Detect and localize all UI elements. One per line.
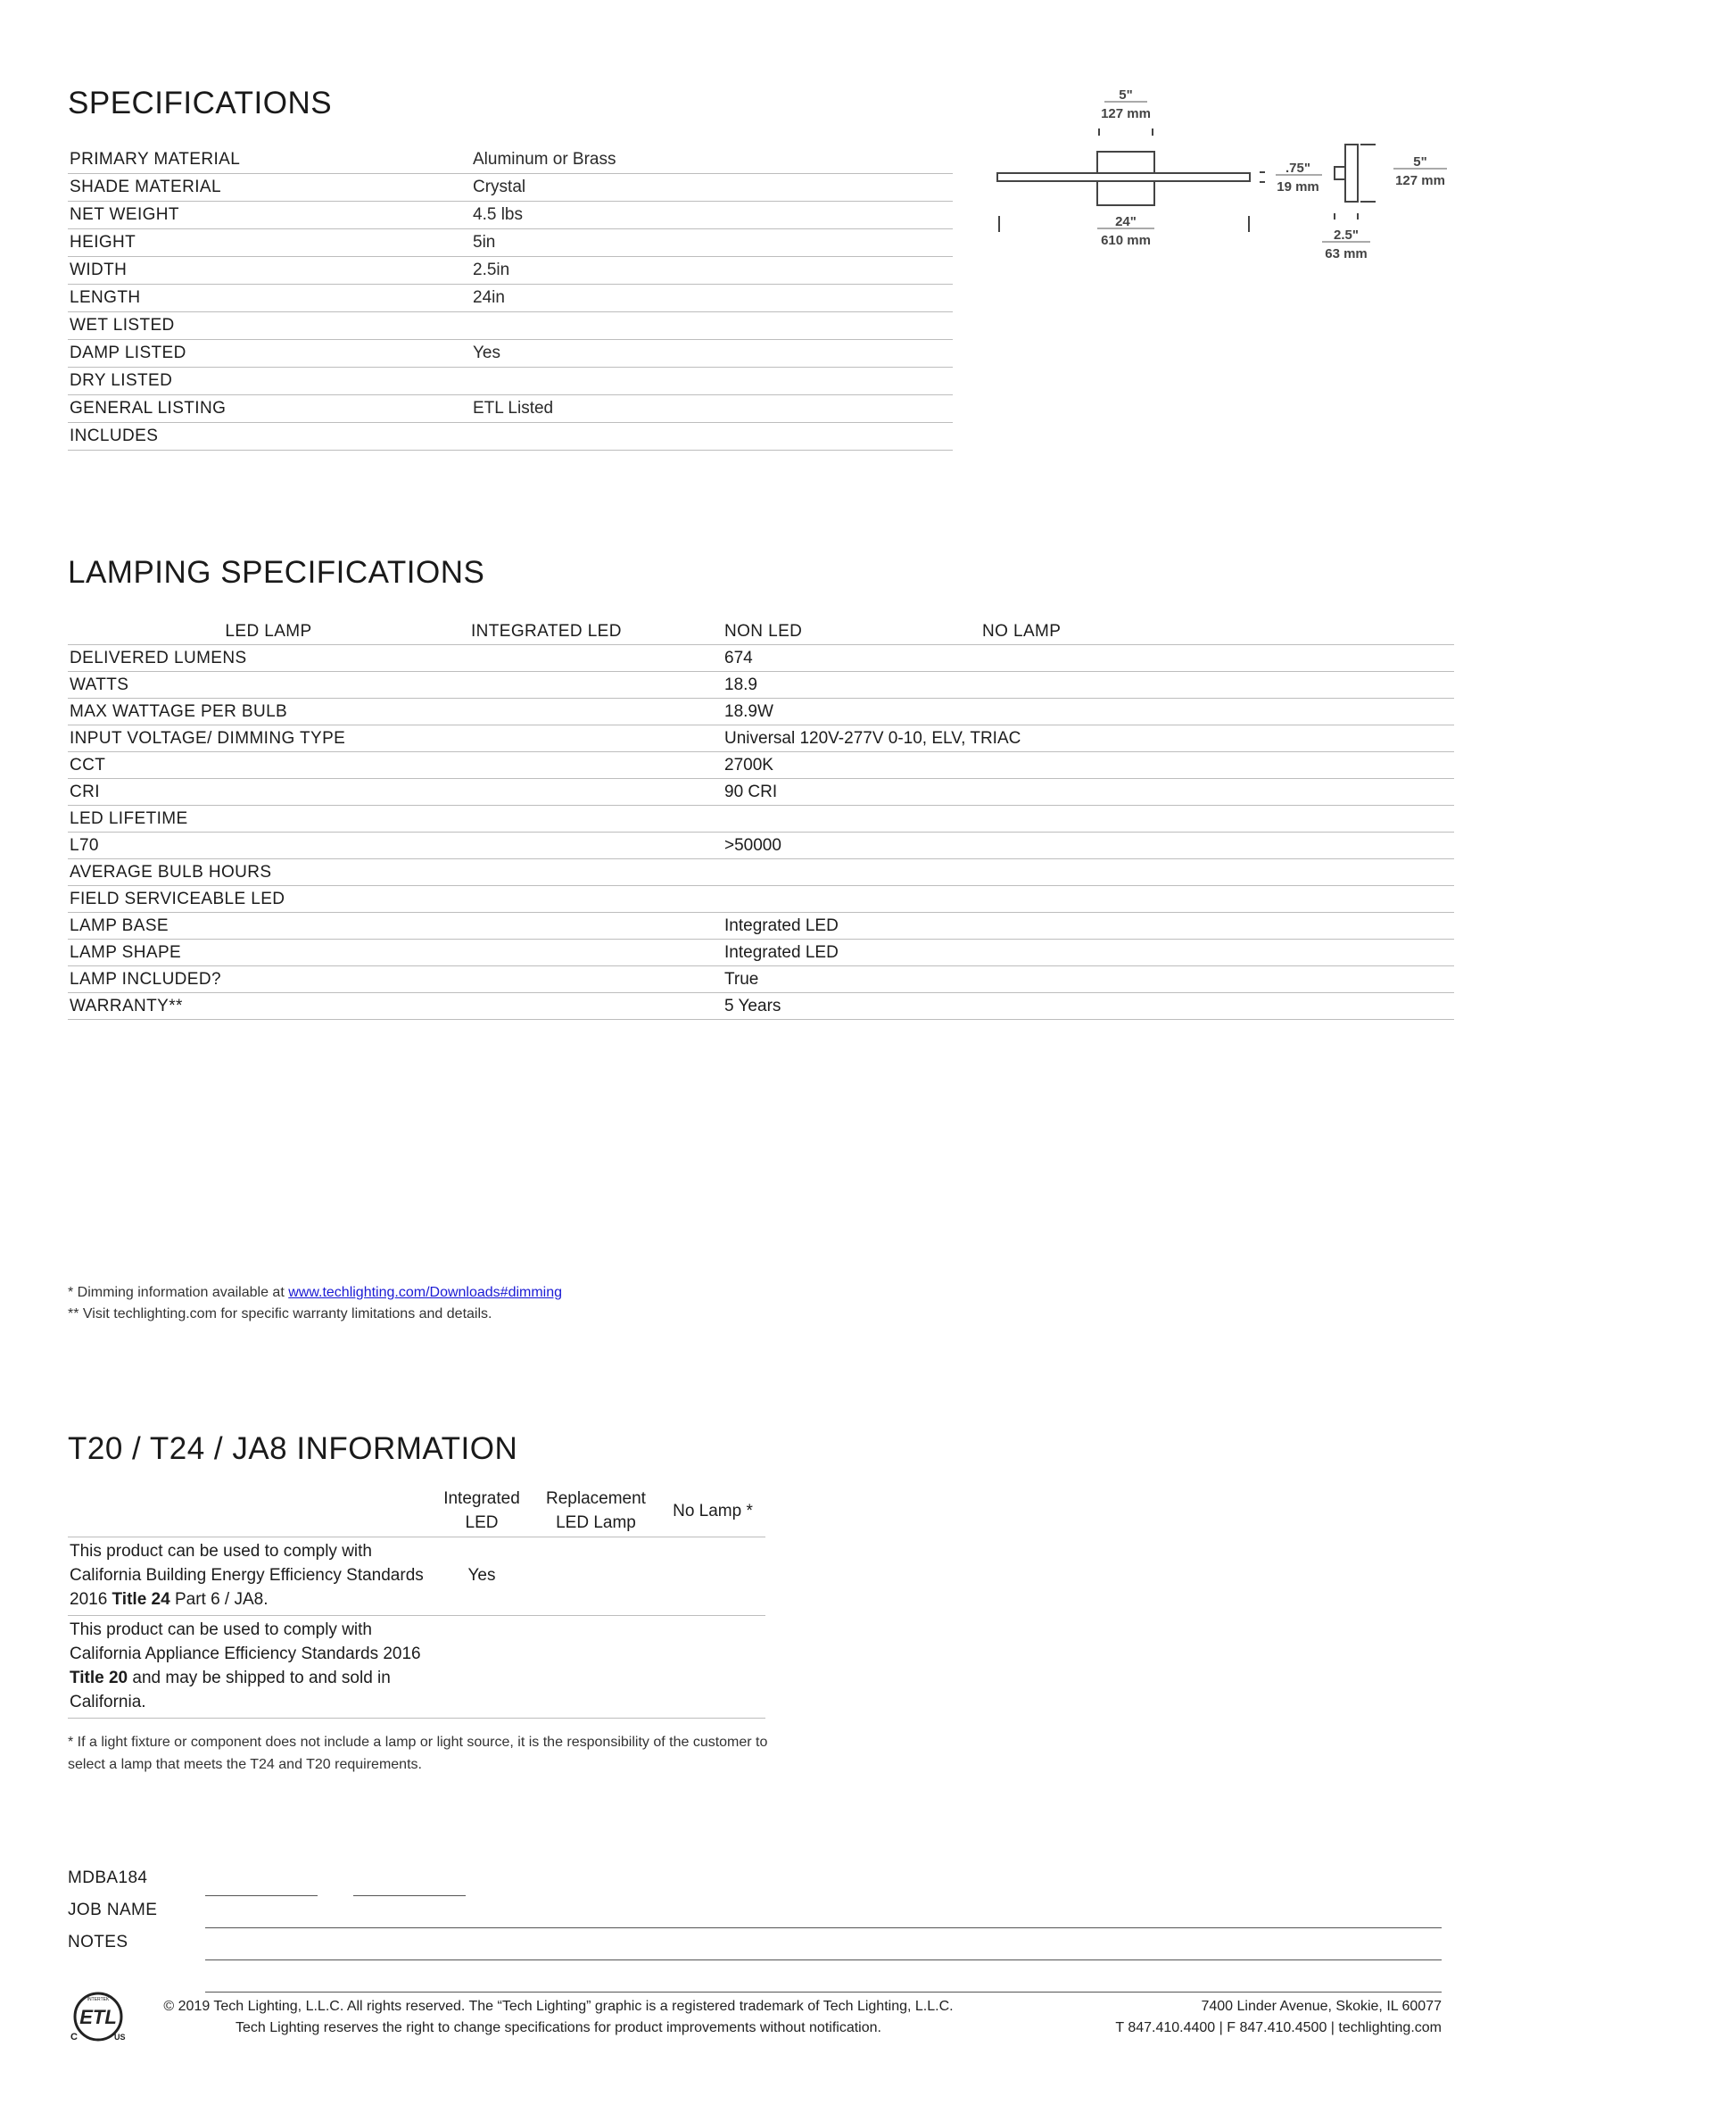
lamping-value: 2700K [723,752,1454,779]
lamping-label: LED LIFETIME [68,806,469,833]
t20-description-text: This product can be used to comply with California Appliance Efficiency Standards 2016 [70,1620,421,1663]
lamping-value: 18.9W [723,699,1454,725]
specifications-title: SPECIFICATIONS [68,86,333,120]
etl-logo-c: C [70,2032,78,2042]
etl-logo [68,1990,132,2043]
job-name-label: JOB NAME [68,1901,158,1919]
t20-replacement-value [532,1537,660,1616]
spec-value: 5in [471,229,953,257]
t20-description [68,1537,432,1616]
depth-mm: 63 mm [1325,246,1368,261]
t20-description-title: Title 24 [112,1590,170,1609]
specifications-table [68,146,953,451]
t20-table [68,1487,765,1719]
lamping-label: LAMP SHAPE [68,940,469,966]
notes-label: NOTES [68,1933,128,1951]
t20-row [68,1616,765,1719]
lamping-value [723,859,1454,886]
depth-inch: 2.5" [1334,228,1359,243]
t20-note: * If a light fixture or component does not include a lamp or light source, it is the responsibility of the customer to select a lamp that meets the T24 and T20 requirements. [68,1735,768,1772]
t20-description-tail: Part 6 / JA8. [169,1590,269,1609]
spec-value: 2.5in [471,257,953,285]
lamping-value [723,886,1454,913]
dimension-diagram [990,82,1490,278]
lamping-value: 5 Years [723,993,1454,1020]
spec-row [68,368,953,395]
address-block [1062,1999,1442,2036]
spec-value: 24in [471,285,953,312]
spec-value [471,368,953,395]
spec-row [68,174,953,202]
lamping-row [68,859,1454,886]
spec-row [68,285,953,312]
t20-description-text: This product can be used to comply with California Building Energy Efficiency Standards 2016 [70,1542,424,1609]
lamping-value: 674 [723,645,1454,672]
lamping-title: LAMPING SPECIFICATIONS [68,555,485,590]
spec-value: Yes [471,340,953,368]
spec-value: Aluminum or Brass [471,146,953,174]
bar-depth-mm: 19 mm [1277,179,1319,195]
length-mm: 610 mm [1101,233,1151,248]
side-bar [1335,167,1345,179]
spec-label: NET WEIGHT [68,202,471,229]
lamping-value: Integrated LED [723,940,1454,966]
lamping-value: 18.9 [723,672,1454,699]
spec-label: PRIMARY MATERIAL [68,146,471,174]
length-inch: 24" [1115,214,1137,229]
top-width-inch: 5" [1119,87,1133,103]
t20-row [68,1537,765,1616]
spec-label: LENGTH [68,285,471,312]
t20-no-lamp-value [660,1537,765,1616]
lamping-table [68,619,1454,1020]
lamping-row [68,752,1454,779]
model-label: MDBA184 [68,1868,148,1887]
lamping-label: LAMP BASE [68,913,469,940]
lamping-row [68,672,1454,699]
spec-row [68,395,953,423]
height-inch: 5" [1413,154,1427,170]
t20-header-integrated: Integrated LED [432,1487,532,1537]
bar-depth-inch: .75" [1285,161,1310,176]
spec-label: DAMP LISTED [68,340,471,368]
lamping-row [68,645,1454,672]
spec-row [68,202,953,229]
spec-value [471,423,953,451]
lamping-row [68,966,1454,993]
lamping-label: MAX WATTAGE PER BULB [68,699,469,725]
spec-row [68,423,953,451]
lamping-label: DELIVERED LUMENS [68,645,469,672]
copyright-line-2: Tech Lighting reserves the right to change specifications for product improvements without notification. [236,2020,881,2035]
t20-integrated-value: Yes [432,1537,532,1616]
lamping-value: True [723,966,1454,993]
spec-value: ETL Listed [471,395,953,423]
lamping-header-row [68,619,1454,645]
t20-header-blank [68,1487,432,1537]
top-width-mm: 127 mm [1101,106,1151,121]
job-name-line[interactable] [205,1927,1442,1928]
lamping-label: CRI [68,779,469,806]
t20-integrated-value [432,1616,532,1719]
lamping-label: L70 [68,833,469,859]
spec-row [68,146,953,174]
lamping-label: LAMP INCLUDED? [68,966,469,993]
spec-value [471,312,953,340]
header-led-lamp: LED LAMP [68,619,469,645]
lamping-row [68,940,1454,966]
t20-header-replacement: Replacement LED Lamp [532,1487,660,1537]
lamping-value: Universal 120V-277V 0-10, ELV, TRIAC [723,725,1454,752]
spec-label: SHADE MATERIAL [68,174,471,202]
spec-label: DRY LISTED [68,368,471,395]
lamping-row [68,725,1454,752]
copyright-block [157,1999,960,2036]
model-blank-1[interactable] [205,1895,318,1896]
spec-value: 4.5 lbs [471,202,953,229]
t20-description-tail: and may be shipped to and sold in California. [70,1669,391,1711]
lamping-value [723,806,1454,833]
lamping-value: 90 CRI [723,779,1454,806]
lamping-row [68,833,1454,859]
etl-logo-mark: ETL [79,2006,117,2028]
address-line-2: T 847.410.4400 | F 847.410.4500 | techlighting.com [1115,2020,1442,2035]
fixture-bar [997,173,1250,181]
lamping-row [68,913,1454,940]
spec-label: INCLUDES [68,423,471,451]
t20-no-lamp-value [660,1616,765,1719]
t20-header-row [68,1487,765,1537]
lamping-label: FIELD SERVICEABLE LED [68,886,469,913]
lamping-label: INPUT VOLTAGE/ DIMMING TYPE [68,725,469,752]
lamping-value: >50000 [723,833,1454,859]
header-non-led: NON LED [723,619,980,645]
lamping-label: WARRANTY** [68,993,469,1020]
header-no-lamp: NO LAMP [980,619,1454,645]
lamping-label: WATTS [68,672,469,699]
etl-logo-ring-text: INTERTEK [87,1997,110,2002]
t20-description-title: Title 20 [70,1669,128,1687]
lamping-value: Integrated LED [723,913,1454,940]
lamping-row [68,779,1454,806]
spec-label: HEIGHT [68,229,471,257]
t20-description [68,1616,432,1719]
spec-row [68,312,953,340]
height-mm: 127 mm [1395,173,1445,188]
t20-header-no-lamp: No Lamp * [660,1487,765,1537]
spec-row [68,257,953,285]
spec-label: WET LISTED [68,312,471,340]
address-line-1: 7400 Linder Avenue, Skokie, IL 60077 [1201,1999,1442,2014]
spec-label: WIDTH [68,257,471,285]
spec-row [68,229,953,257]
lamping-row [68,993,1454,1020]
etl-logo-us: US [114,2033,126,2042]
lamping-row [68,699,1454,725]
notes-line-1[interactable] [205,1959,1442,1960]
dimming-link[interactable]: www.techlighting.com/Downloads#dimming [288,1285,563,1300]
lamping-row [68,886,1454,913]
warranty-note: ** Visit techlighting.com for specific warranty limitations and details. [68,1306,492,1321]
lamping-label: AVERAGE BULB HOURS [68,859,469,886]
dimming-note-text: * Dimming information available at [68,1285,289,1300]
lamping-row [68,806,1454,833]
side-canopy [1345,145,1358,202]
spec-label: GENERAL LISTING [68,395,471,423]
copyright-line-1: © 2019 Tech Lighting, L.L.C. All rights reserved. The “Tech Lighting” graphic is a registered trademark of Tech Lighting, L.L.C. [163,1999,954,2014]
notes-line-2[interactable] [205,1992,1442,1993]
spec-row [68,340,953,368]
spec-value: Crystal [471,174,953,202]
header-integrated-led: INTEGRATED LED [469,619,723,645]
t20-replacement-value [532,1616,660,1719]
lamping-label: CCT [68,752,469,779]
t20-title: T20 / T24 / JA8 INFORMATION [68,1431,518,1466]
dimming-note [68,1285,562,1301]
model-blank-2[interactable] [353,1895,466,1896]
